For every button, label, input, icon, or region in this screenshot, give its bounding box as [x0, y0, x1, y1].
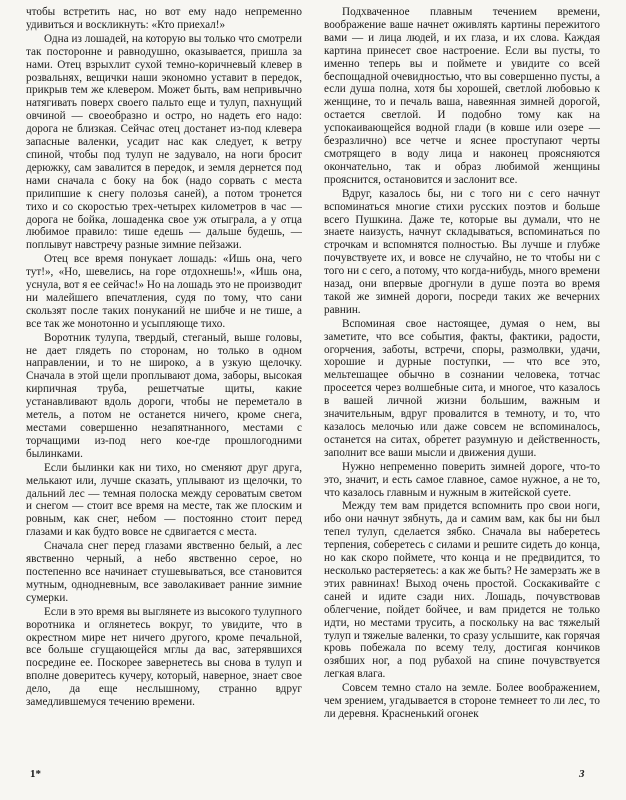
paragraph: чтобы встретить нас, но вот ему надо непременно удивиться и воскликнуть: «Кто приехал!»: [26, 6, 302, 31]
paragraph: Нужно непременно поверить зимней дороге, что-то это, значит, и есть самое главное, самое нужное, а не то, что казалось главным и нужным в житейской суете.: [324, 460, 600, 499]
page: [26, 6, 600, 766]
paragraph: Вдруг, казалось бы, ни с того ни с сего начнут вспоминаться многие стихи русских поэтов и больше всего Пушкина. Даже те, которые вы думали, что не знаете наизусть, начнут складываться, вспоминаться по строчкам и вспомнятся полностью. Вы лучше и глубже почувствуете их, и вовсе не случайно, не то чтобы ни с того ни с сего, а потому, что когда-нибудь, много времени назад, они впервые дрогнули в душе поэта во время такой же зимней дороги, посреди таких же вечерних равнин.: [324, 187, 600, 316]
paragraph: Вспоминая свое настоящее, думая о нем, вы заметите, что все события, факты, фактики, радости, огорчения, заботы, встречи, споры, размолвки, удачи, хорошие и дурные поступки, — что все это, мельтешащее обычно в сознании человека, тотчас просеется через волшебные сита, и многое, что казалось в вашей личной жизни большим, важным и значительным, вдруг провалится в темноту, и то, что казалось мелочью или даже совсем не вспоминалось, останется на ситах, обретет разумную и действенность, заполнит все ваши мысли и движения души.: [324, 317, 600, 459]
signature-mark: 1*: [30, 768, 41, 780]
paragraph: Подхваченное плавным течением времени, воображение ваше начнет оживлять картины пережитого вами — и лица людей, и их глаза, и их слова. Каждая картина принесет свое настроение. Если вы пусты, то именно теперь вы и поймете и увидите со всей беспощадной очевидностью, что вы совершенно пусты, а если душа полна, хотя бы хорошей, светлой любовью к женщине, то и печаль ваша, навеянная зимней дорогой, остается светлой. И подобно тому как на успокаивающейся водной глади (в ковше или озере — безразлично) все четче и яснее проступают черты смотрящего в воду лица и наконец проясняются окончательно, так и образ любимой женщины прояснится, остановится и заслонит все.: [324, 6, 600, 186]
paragraph: Если былинки как ни тихо, но сменяют друг друга, мелькают или, лучше сказать, уплывают из щелочки, то дальний лес — темная полоска между сероватым светом и снегом — стоит все время на месте, так же плоским и ровным, как снег, небом — постоянно стоит перед глазами и как будто вовсе не сдвигается с места.: [26, 461, 302, 539]
paragraph: Воротник тулупа, твердый, стеганый, выше головы, не дает глядеть по сторонам, но только в одном направлении, и то не широко, а в узкую щелочку. Сначала в этой щели проплывают дома, заборы, высокая кирпичная труба, решетчатые щиты, какие устанавливают вдоль дороги, чтобы не переметало в метель, а потом не останется ничего, кроме снега, местами совершенно незапятнанного, местами с торчащими из-под него кое-где прошлогодними былинками.: [26, 331, 302, 460]
left-column: [26, 6, 302, 766]
page-number: 3: [579, 768, 585, 780]
paragraph: Между тем вам придется вспомнить про свои ноги, ибо они начнут зябнуть, да и самим вам, как бы ни был тепел тулуп, сделается зябко. Сначала вы наберетесь терпения, соберетесь с силами и решите сидеть до конца, но как скоро поймете, что конца и не предвидится, то несколько растеряетесь: а как же быть? Не замерзать же в этих равнинах! Выход очень простой. Соскакивайте с саней и идите сзади них. Лошадь, почувствовав облегчение, пойдет бойчее, и вам придется не только идти, но местами трусить, а поскольку на вас тяжелый тулуп и тяжелые валенки, то сразу услышите, как горячая кровь побежала по всему телу, достигая кончиков озябших ног, а под рубахой на спине почувствуется легкая влага.: [324, 500, 600, 681]
paragraph: Одна из лошадей, на которую вы только что смотрели так посторонне и равнодушно, оказывается, пришла за нами. Отец взрыхлит сухой темно-коричневый клевер в розвальнях, вещички наши экономно уставит в передок, прикрыв тем же клевером. Может быть, вам непривычно натягивать поверх своего пальто еще и тулуп, пахнущий овчиной — своеобразно и остро, но надеть его надо: дорога не близкая. Сейчас отец достанет из-под клевера запасные валенки, усадит нас как следует, к ветру спиной, чтобы под тулуп не задувало, на ноги бросит дерюжку, сам завалится в передок, и земля дернется под нами сначала с боку на бок (надо сорвать с места прилипшие к снегу полозья саней), а потом тронется тихо и со скоростью трех-четырех километров в час — дорога не бойка, лошаденка свое уж отыграла, а у отца любимое правило: тише едешь — дальше будешь, — поплывут навстречу разные зимние пейзажи.: [26, 32, 302, 252]
paragraph: Если в это время вы выглянете из высокого тулупного воротника и оглянетесь вокруг, то увидите, что в окрестном мире нет ничего другого, кроме печальной, все больше сгущающейся мглы да вас, затерявшихся посредине ее. Поскорее завернетесь вы снова в тулуп и вполне доверитесь кучеру, который, наверное, знает свое дело, да еще неслышному, странно вдруг замедлившемуся течению времени.: [26, 605, 302, 709]
paragraph: Сначала снег перед глазами явственно белый, а лес явственно черный, а небо явственно серое, но постепенно все начинает стушевываться, все становится мутным, однодневным, все заволакивает ранние зимние сумерки.: [26, 540, 302, 604]
paragraph: Совсем темно стало на земле. Более воображением, чем зрением, угадывается в стороне темнеет то ли лес, то ли деревня. Красненький огонек: [324, 682, 600, 720]
paragraph: Отец все время понукает лошадь: «Ишь она, чего тут!», «Но, шевелись, на горе отдохнешь!», «Ишь она, уснула, вот я ее сейчас!» Но на лошадь это не производит ни малейшего впечатления, судя по тому, что сани скользят после таких понуканий не шибче и не тише, а все так же монотонно и усыпляюще тихо.: [26, 253, 302, 330]
right-column: [324, 6, 600, 766]
